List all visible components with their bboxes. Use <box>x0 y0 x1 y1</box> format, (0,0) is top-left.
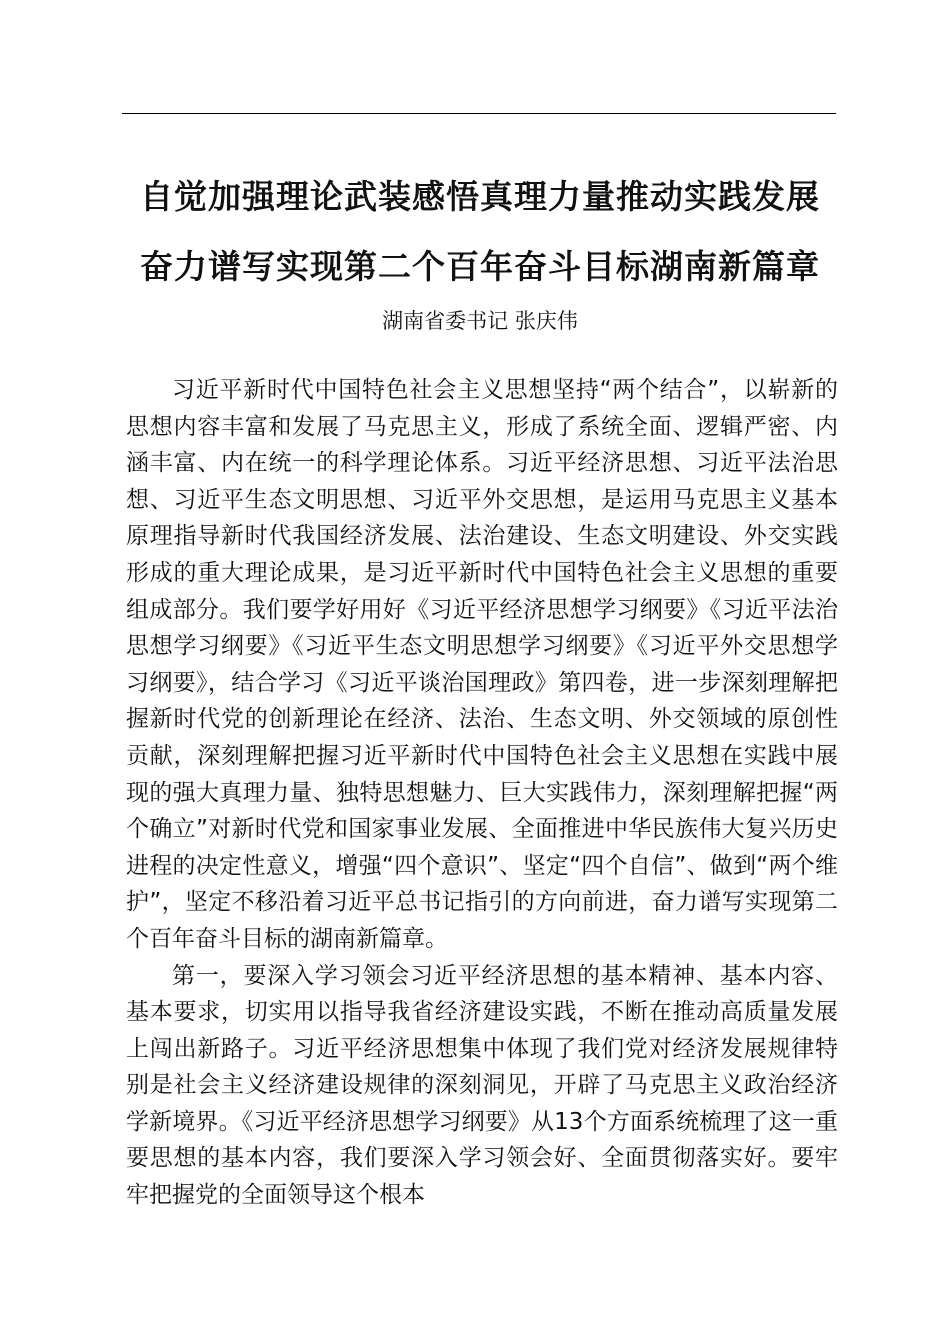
body-paragraph-2: 第一，要深入学习领会习近平经济思想的基本精神、基本内容、基本要求，切实用以指导我省经济建设实践，不断在推动高质量发展上闯出新路子。习近平经济思想集中体现了我们党对经济发展规律特别是社会主义经济建设规律的深刻洞见，开辟了马克思主义政治经济学新境界。《习近平经济思想学习纲要》从13个方面系统梳理了这一重要思想的基本内容，我们要深入学习领会好、全面贯彻落实好。要牢牢把握党的全面领导这个根本 <box>126 962 838 1209</box>
author-byline: 湖南省委书记 张庆伟 <box>382 309 578 333</box>
document-title-line-1: 自觉加强理论武装感悟真理力量推动实践发展 <box>140 177 820 216</box>
body-paragraph-1: 习近平新时代中国特色社会主义思想坚持“两个结合”，以崭新的思想内容丰富和发展了马克思主义，形成了系统全面、逻辑严密、内涵丰富、内在统一的科学理论体系。习近平经济思想、习近平法治思想、习近平生态文明思想、习近平外交思想，是运用马克思主义基本原理指导新时代我国经济发展、法治建设、生态文明建设、外交实践形成的重大理论成果，是习近平新时代中国特色社会主义思想的重要组成部分。我们要学好用好《习近平经济思想学习纲要》《习近平法治思想学习纲要》《习近平生态文明思想学习纲要》《习近平外交思想学习纲要》，结合学习《习近平谈治国理政》第四卷，进一步深刻理解把握新时代党的创新理论在经济、法治、生态文明、外交领域的原创性贡献，深刻理解把握习近平新时代中国特色社会主义思想在实践中展现的强大真理力量、独特思想魅力、巨大实践伟力，深刻理解把握“两个确立”对新时代党和国家事业发展、全面推进中华民族伟大复兴历史进程的决定性意义，增强“四个意识”、坚定“四个自信”、做到“两个维护”，坚定不移沿着习近平总书记指引的方向前进，奋力谱写实现第二个百年奋斗目标的湖南新篇章。 <box>126 377 838 952</box>
document-title-line-2: 奋力谱写实现第二个百年奋斗目标湖南新篇章 <box>140 247 820 286</box>
document-body <box>126 372 838 1214</box>
header-rule <box>122 113 836 114</box>
